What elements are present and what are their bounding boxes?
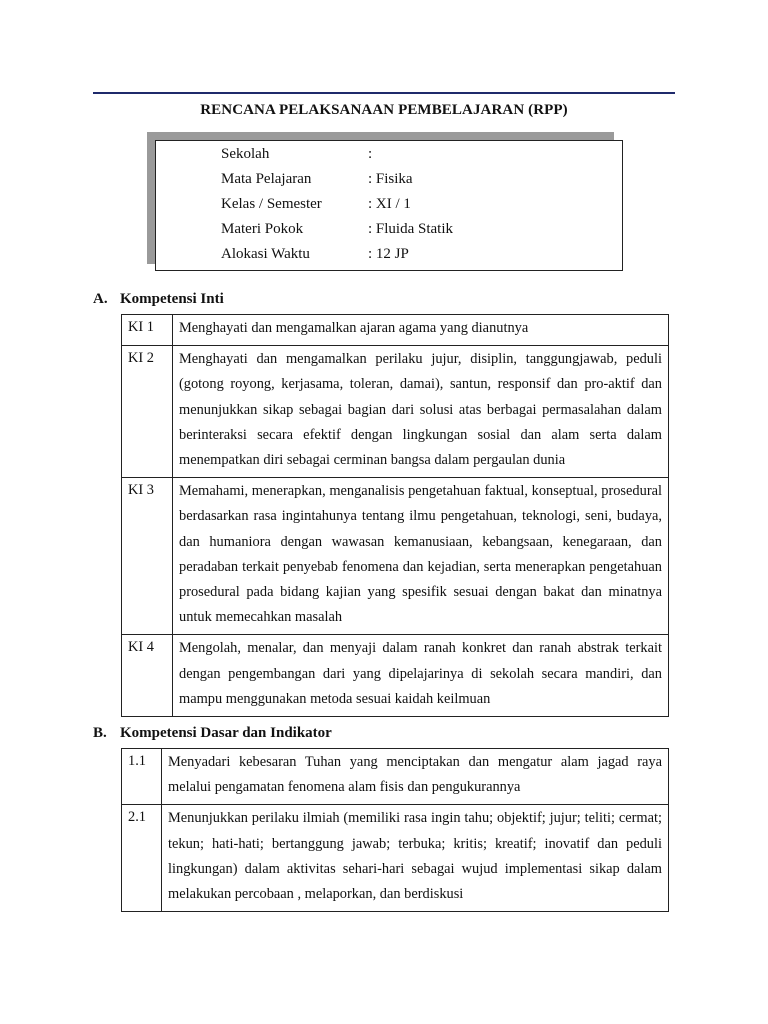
ki-description: Menghayati dan mengamalkan perilaku jujur, disiplin, tanggungjawab, peduli (gotong royong, kerjasama, toleran, damai), santun, responsif dan pro-aktif dan menunjukkan sikap sebagai bagian dari solusi atas berbagai permasalahan dalam berinteraksi secara efektif dengan lingkungan sosial dan alam serta dalam menempatkan diri sebagai cerminan bangsa dalam pergaulan dunia — [173, 346, 669, 478]
section-number: A. — [93, 291, 108, 307]
core-competency-table — [121, 314, 669, 717]
ki-description: Memahami, menerapkan, menganalisis pengetahuan faktual, konseptual, prosedural berdasarkan rasa ingintahunya tentang ilmu pengetahuan, teknologi, seni, budaya, dan humaniora dengan wawasan kemanusiaan, kebangsaan, kenegaraan, dan peradaban terkait penyebab fenomena dan kejadian, serta menerapkan pengetahuan prosedural pada bidang kajian yang spesifik sesuai dengan bakat dan minatnya untuk memecahkan masalah — [173, 478, 669, 635]
identity-info-box — [155, 140, 623, 271]
table-row — [122, 346, 669, 478]
ki-description: Mengolah, menalar, dan menyaji dalam ranah konkret dan ranah abstrak terkait dengan pengembangan dari yang dipelajarinya di sekolah secara mandiri, dan mampu menggunakan metoda sesuai kaidah keilmuan — [173, 635, 669, 717]
ki-code: KI 4 — [122, 635, 173, 717]
kd-code: 2.1 — [122, 805, 162, 912]
info-row-class-semester — [221, 195, 411, 213]
info-label: Alokasi Waktu — [221, 246, 310, 262]
section-number: B. — [93, 725, 107, 741]
info-row-topic — [221, 220, 453, 238]
header-rule — [93, 92, 675, 94]
table-row — [122, 749, 669, 805]
section-b-heading — [93, 725, 332, 742]
info-row-time-allocation — [221, 245, 409, 263]
kd-code: 1.1 — [122, 749, 162, 805]
info-value: : Fisika — [368, 171, 413, 187]
info-value: : — [368, 146, 373, 162]
info-label: Sekolah — [221, 146, 270, 162]
table-row — [122, 805, 669, 912]
info-value: : XI / 1 — [368, 196, 411, 212]
info-label: Mata Pelajaran — [221, 171, 312, 187]
document-title: RENCANA PELAKSANAAN PEMBELAJARAN (RPP) — [200, 102, 568, 118]
ki-code: KI 3 — [122, 478, 173, 635]
kd-description: Menyadari kebesaran Tuhan yang menciptakan dan mengatur alam jagad raya melalui pengamatan fenomena alam fisis dan pengukurannya — [162, 749, 669, 805]
table-row — [122, 635, 669, 717]
basic-competency-table — [121, 748, 669, 912]
info-label: Materi Pokok — [221, 221, 304, 237]
section-a-heading — [93, 291, 224, 308]
info-row-subject — [221, 170, 413, 188]
section-title: Kompetensi Inti — [120, 291, 224, 307]
ki-description: Menghayati dan mengamalkan ajaran agama yang dianutnya — [173, 315, 669, 346]
section-title: Kompetensi Dasar dan Indikator — [120, 725, 332, 741]
ki-code: KI 1 — [122, 315, 173, 346]
kd-description: Menunjukkan perilaku ilmiah (memiliki rasa ingin tahu; objektif; jujur; teliti; cermat; tekun; hati-hati; bertanggung jawab; terbuka; kritis; kreatif; inovatif dan peduli lingkungan) dalam aktivitas sehari-hari sebagai wujud implementasi sikap dalam melakukan percobaan , melaporkan, dan berdiskusi — [162, 805, 669, 912]
table-row — [122, 478, 669, 635]
ki-code: KI 2 — [122, 346, 173, 478]
info-label: Kelas / Semester — [221, 196, 322, 212]
info-row-school — [221, 145, 372, 163]
info-value: : 12 JP — [368, 246, 409, 262]
table-row — [122, 315, 669, 346]
info-value: : Fluida Statik — [368, 221, 454, 237]
